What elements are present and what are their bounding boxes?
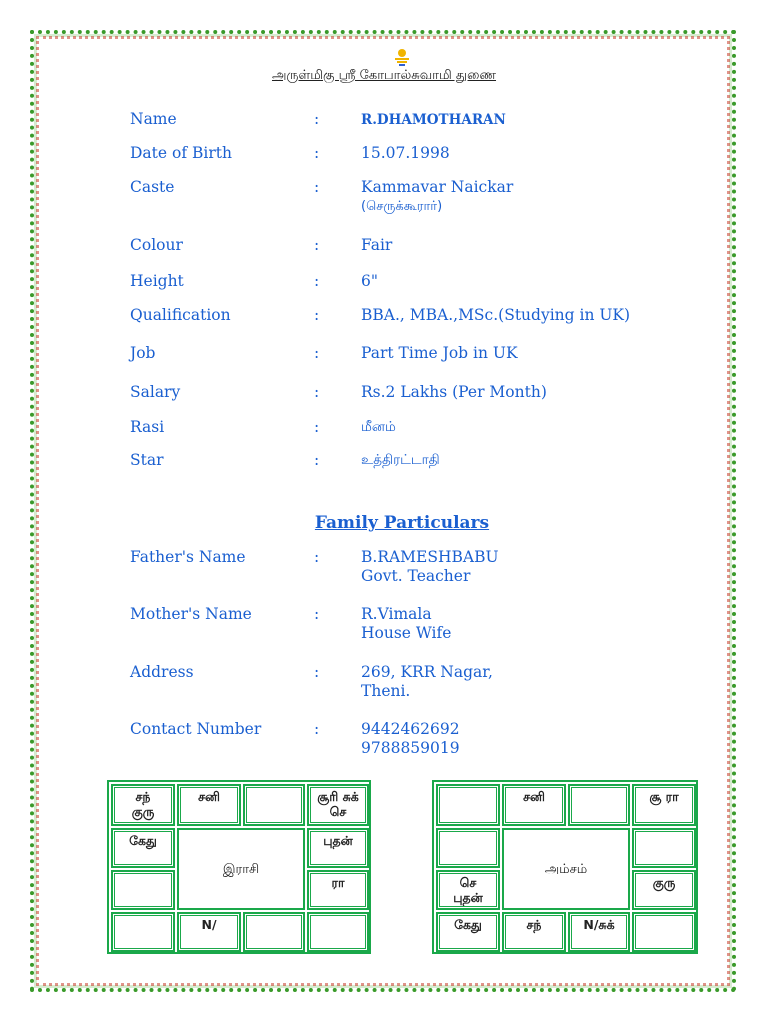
amsam-house-3 — [568, 784, 630, 826]
rasi-house-9 — [111, 870, 175, 910]
amsam-house-4: சூ ரா — [632, 784, 696, 826]
colon: : — [314, 451, 320, 469]
caste-label: Caste — [130, 178, 175, 196]
mother-value — [361, 605, 451, 643]
contact-value — [361, 720, 460, 758]
colon: : — [314, 383, 320, 401]
address-value-line2: Theni. — [361, 682, 411, 700]
qualification-label: Qualification — [130, 306, 231, 324]
colon: : — [314, 344, 320, 362]
caste-value — [361, 178, 513, 216]
address-value-line1: 269, KRR Nagar, — [361, 663, 493, 681]
caste-value-line1: Kammavar Naickar — [361, 178, 514, 196]
father-value-line2: Govt. Teacher — [361, 567, 471, 585]
contact-label: Contact Number — [130, 720, 262, 738]
father-value — [361, 548, 499, 586]
salary-label: Salary — [130, 383, 181, 401]
rasi-house-12: ரா — [307, 870, 369, 910]
colon: : — [314, 418, 320, 436]
colon: : — [314, 548, 320, 566]
name-label: Name — [130, 110, 177, 128]
invocation-heading: அருள்மிகு ஸ்ரீ கோபால்சுவாமி துணை — [271, 68, 497, 83]
mother-value-line1: R.Vimala — [361, 605, 432, 623]
amsam-house-2: சனி — [502, 784, 566, 826]
height-value: 6" — [361, 272, 378, 290]
rasi-chart — [107, 780, 371, 954]
address-label: Address — [130, 663, 194, 681]
rasi-chart-center: இராசி — [177, 828, 305, 910]
dob-label: Date of Birth — [130, 144, 232, 162]
rasi-house-16 — [307, 912, 369, 952]
name-value: R.DHAMOTHARAN — [361, 112, 506, 128]
amsam-house-1 — [436, 784, 500, 826]
rasi-house-3 — [243, 784, 305, 826]
address-value — [361, 663, 493, 701]
salary-value: Rs.2 Lakhs (Per Month) — [361, 383, 547, 401]
colon: : — [314, 272, 320, 290]
amsam-house-9: செ புதன் — [436, 870, 500, 910]
amsam-house-14: சந் — [502, 912, 566, 952]
job-value: Part Time Job in UK — [361, 344, 518, 362]
rasi-value: மீனம் — [361, 419, 396, 435]
rasi-house-1: சந் குரு — [111, 784, 175, 826]
amsam-house-13: கேது — [436, 912, 500, 952]
father-label: Father's Name — [130, 548, 246, 566]
job-label: Job — [130, 344, 156, 362]
mother-label: Mother's Name — [130, 605, 252, 623]
colon: : — [314, 144, 320, 162]
deity-emblem-icon — [392, 48, 412, 68]
amsam-house-16 — [632, 912, 696, 952]
colon: : — [314, 306, 320, 324]
rasi-house-8: புதன் — [307, 828, 369, 868]
colon: : — [314, 236, 320, 254]
qualification-value: BBA., MBA.,MSc.(Studying in UK) — [361, 306, 631, 324]
rasi-label: Rasi — [130, 418, 165, 436]
father-value-line1: B.RAMESHBABU — [361, 548, 499, 566]
caste-value-line2: (செருக்கூரார்) — [361, 199, 443, 214]
rasi-house-14: N/ — [177, 912, 241, 952]
contact-value-line2: 9788859019 — [361, 739, 460, 757]
rasi-house-2: சனி — [177, 784, 241, 826]
family-section-title: Family Particulars — [314, 513, 490, 533]
amsam-house-15: N/சுக் — [568, 912, 630, 952]
rasi-house-13 — [111, 912, 175, 952]
colon: : — [314, 605, 320, 623]
rasi-house-15 — [243, 912, 305, 952]
colon: : — [314, 178, 320, 196]
star-label: Star — [130, 451, 164, 469]
amsam-house-8 — [632, 828, 696, 868]
dob-value: 15.07.1998 — [361, 144, 450, 162]
colour-label: Colour — [130, 236, 183, 254]
amsam-chart — [432, 780, 698, 954]
contact-value-line1: 9442462692 — [361, 720, 460, 738]
colon: : — [314, 720, 320, 738]
rasi-house-4: சூரி சுக் செ — [307, 784, 369, 826]
height-label: Height — [130, 272, 184, 290]
colon: : — [314, 110, 320, 128]
amsam-house-12: குரு — [632, 870, 696, 910]
mother-value-line2: House Wife — [361, 624, 452, 642]
amsam-house-5 — [436, 828, 500, 868]
colon: : — [314, 663, 320, 681]
star-value: உத்திரட்டாதி — [361, 452, 440, 468]
rasi-house-5: கேது — [111, 828, 175, 868]
amsam-chart-center: அம்சம் — [502, 828, 630, 910]
colour-value: Fair — [361, 236, 393, 254]
